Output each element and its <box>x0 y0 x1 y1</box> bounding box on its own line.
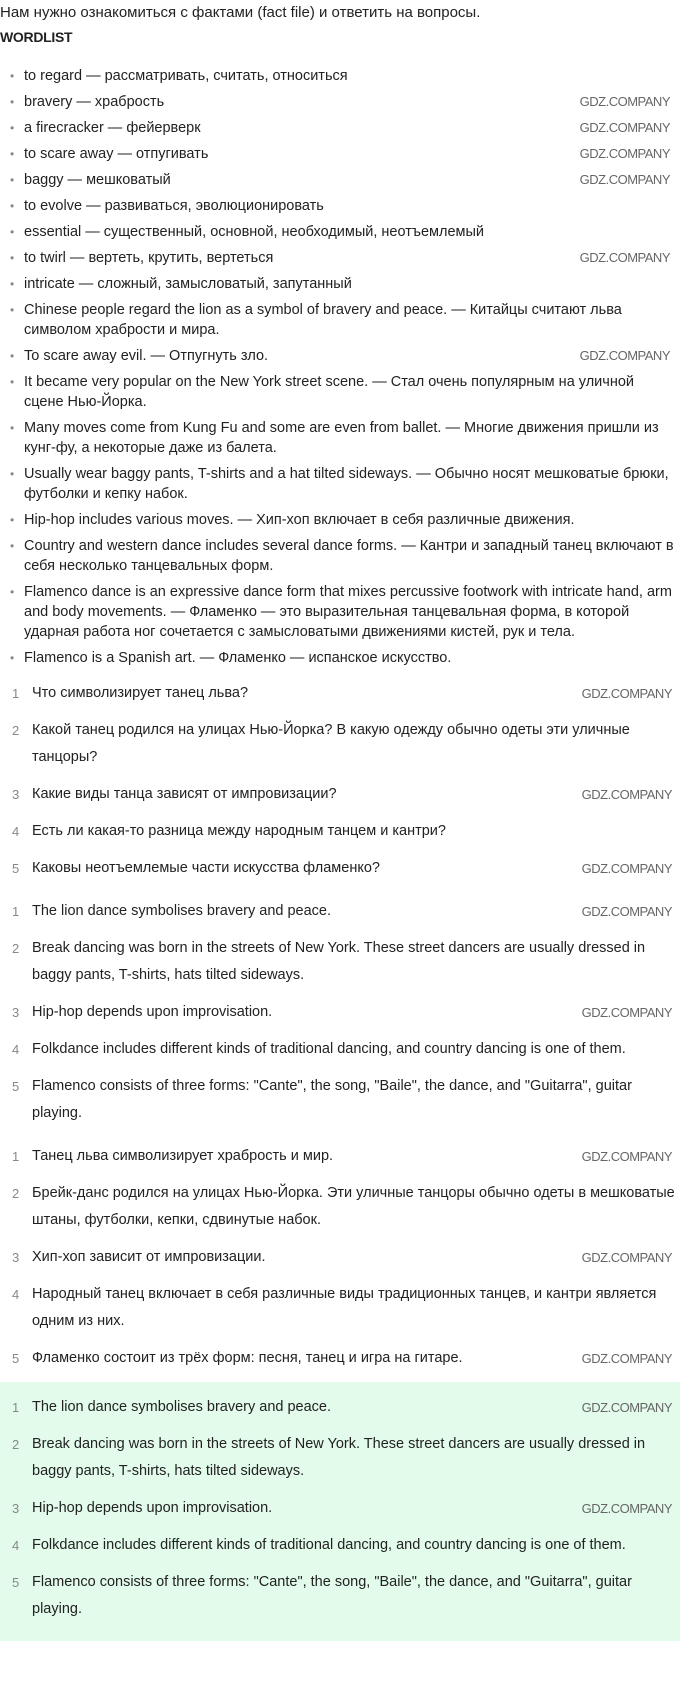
item-number: 5 <box>12 861 20 876</box>
watermark: GDZ.COMPANY <box>581 1250 672 1265</box>
item-number: 1 <box>12 686 20 701</box>
answer-en <box>12 935 676 989</box>
watermark: GDZ.COMPANY <box>581 787 672 802</box>
item-text: Что символизирует танец льва? <box>32 685 249 701</box>
question <box>12 781 676 808</box>
item-number: 4 <box>12 1538 20 1553</box>
intro-text: Нам нужно ознакомиться с фактами (fact file) и ответить на вопросы. <box>0 4 481 21</box>
question <box>12 717 676 771</box>
answer-ru <box>12 1244 676 1271</box>
questions-list <box>0 674 680 882</box>
item-text: Break dancing was born in the streets of New York. These street dancers are usually dressed in baggy pants, T-shirts, hats tilted sideways. <box>32 1436 646 1479</box>
wordlist-item <box>10 464 674 504</box>
bullet-icon: • <box>10 225 15 239</box>
watermark: GDZ.COMPANY <box>579 348 670 363</box>
item-number: 1 <box>12 1149 20 1164</box>
wordlist-text: a firecracker — фейерверк <box>24 120 201 136</box>
wordlist-item <box>10 418 674 458</box>
wordlist-item <box>10 536 674 576</box>
item-number: 5 <box>12 1079 20 1094</box>
item-text: Народный танец включает в себя различные виды традиционных танцев, и кантри является одним из них. <box>32 1286 657 1329</box>
watermark: GDZ.COMPANY <box>581 1351 672 1366</box>
wordlist-item <box>10 66 674 86</box>
watermark: GDZ.COMPANY <box>581 1005 672 1020</box>
wordlist-text: intricate — сложный, замысловатый, запутанный <box>24 276 352 292</box>
watermark: GDZ.COMPANY <box>579 120 670 135</box>
watermark: GDZ.COMPANY <box>581 1149 672 1164</box>
item-number: 2 <box>12 723 20 738</box>
item-number: 5 <box>12 1575 20 1590</box>
item-text: Брейк-данс родился на улицах Нью-Йорка. Эти уличные танцоры обычно одеты в мешковатые штаны, футболки, кепки, сдвинутые набок. <box>32 1185 675 1228</box>
item-text: The lion dance symbolises bravery and peace. <box>32 1399 332 1415</box>
bullet-icon: • <box>10 349 15 363</box>
wordlist-text: Flamenco dance is an expressive dance form that mixes percussive footwork with intricate hand, arm and body movements. — Фламенко — это выразительная танцевальная форма, в которой ударная работа ног сочетается с замысловатыми движениями кистей, рук и тела. <box>24 584 672 640</box>
wordlist-item <box>10 170 674 190</box>
watermark: GDZ.COMPANY <box>581 904 672 919</box>
wordlist-item <box>10 144 674 164</box>
bullet-icon: • <box>10 69 15 83</box>
wordlist-item <box>10 196 674 216</box>
wordlist-item <box>10 582 674 642</box>
bullet-icon: • <box>10 303 15 317</box>
watermark: GDZ.COMPANY <box>579 94 670 109</box>
watermark: GDZ.COMPANY <box>581 1501 672 1516</box>
wordlist-item <box>10 648 674 668</box>
wordlist-item <box>10 346 674 366</box>
item-number: 3 <box>12 787 20 802</box>
wordlist-heading: WORDLIST <box>0 29 73 45</box>
item-number: 3 <box>12 1005 20 1020</box>
item-text: Hip-hop depends upon improvisation. <box>32 1004 273 1020</box>
wordlist-item <box>10 92 674 112</box>
item-number: 4 <box>12 1287 20 1302</box>
watermark: GDZ.COMPANY <box>581 686 672 701</box>
answer-highlighted <box>12 1431 676 1485</box>
watermark: GDZ.COMPANY <box>579 146 670 161</box>
item-text: Есть ли какая-то разница между народным танцем и кантри? <box>32 823 446 839</box>
bullet-icon: • <box>10 251 15 265</box>
bullet-icon: • <box>10 147 15 161</box>
wordlist-text: essential — существенный, основной, необходимый, неотъемлемый <box>24 224 484 240</box>
highlighted-answer-block <box>0 1382 680 1641</box>
item-number: 1 <box>12 904 20 919</box>
wordlist-text: to scare away — отпугивать <box>24 146 209 162</box>
item-text: Какой танец родился на улицах Нью-Йорка? В какую одежду обычно одеты эти уличные танцоры? <box>32 722 630 765</box>
answer-en <box>12 898 676 925</box>
bullet-icon: • <box>10 539 15 553</box>
wordlist-item <box>10 372 674 412</box>
item-text: Break dancing was born in the streets of New York. These street dancers are usually dressed in baggy pants, T-shirts, hats tilted sideways. <box>32 940 646 983</box>
watermark: GDZ.COMPANY <box>581 861 672 876</box>
bullet-icon: • <box>10 467 15 481</box>
wordlist-text: Chinese people regard the lion as a symbol of bravery and peace. — Китайцы считают льва символом храбрости и мира. <box>24 302 622 338</box>
bullet-icon: • <box>10 199 15 213</box>
answer-en <box>12 1073 676 1127</box>
wordlist-item <box>10 248 674 268</box>
item-text: Каковы неотъемлемые части искусства фламенко? <box>32 860 380 876</box>
wordlist-text: Hip-hop includes various moves. — Хип-хоп включает в себя различные движения. <box>24 512 575 528</box>
bullet-icon: • <box>10 277 15 291</box>
wordlist-item <box>10 510 674 530</box>
item-number: 5 <box>12 1351 20 1366</box>
answer-highlighted <box>12 1532 676 1559</box>
item-number: 2 <box>12 1437 20 1452</box>
answers-ru-list <box>0 1137 680 1372</box>
wordlist-item <box>10 300 674 340</box>
wordlist-text: to evolve — развиваться, эволюционировать <box>24 198 324 214</box>
question <box>12 855 676 882</box>
answer-en <box>12 999 676 1026</box>
wordlist-text: baggy — мешковатый <box>24 172 171 188</box>
item-number: 3 <box>12 1250 20 1265</box>
answer-en <box>12 1036 676 1063</box>
wordlist-text: Usually wear baggy pants, T-shirts and a hat tilted sideways. — Обычно носят мешковатые брюки, футболки и кепку набок. <box>24 466 669 502</box>
item-text: Folkdance includes different kinds of traditional dancing, and country dancing is one of them. <box>32 1537 626 1553</box>
item-number: 4 <box>12 824 20 839</box>
item-text: Какие виды танца зависят от импровизации? <box>32 786 337 802</box>
bullet-icon: • <box>10 121 15 135</box>
item-text: Танец льва символизирует храбрость и мир. <box>32 1148 334 1164</box>
answers-en-list <box>0 892 680 1127</box>
item-text: Folkdance includes different kinds of traditional dancing, and country dancing is one of them. <box>32 1041 626 1057</box>
answer-ru <box>12 1143 676 1170</box>
answer-ru <box>12 1281 676 1335</box>
watermark: GDZ.COMPANY <box>579 172 670 187</box>
item-text: Хип-хоп зависит от импровизации. <box>32 1249 266 1265</box>
item-number: 2 <box>12 941 20 956</box>
watermark: GDZ.COMPANY <box>581 1400 672 1415</box>
bullet-icon: • <box>10 173 15 187</box>
wordlist-text: to regard — рассматривать, считать, относиться <box>24 68 348 84</box>
question <box>12 680 676 707</box>
answer-ru <box>12 1180 676 1234</box>
bullet-icon: • <box>10 95 15 109</box>
answer-highlighted <box>12 1569 676 1623</box>
watermark: GDZ.COMPANY <box>579 250 670 265</box>
wordlist <box>0 46 680 668</box>
answer-highlighted <box>12 1495 676 1522</box>
item-text: Flamenco consists of three forms: "Cante", the song, "Baile", the dance, and "Guitarra", guitar playing. <box>32 1078 632 1121</box>
item-text: Hip-hop depends upon improvisation. <box>32 1500 273 1516</box>
wordlist-item <box>10 274 674 294</box>
answer-highlighted <box>12 1394 676 1421</box>
bullet-icon: • <box>10 421 15 435</box>
wordlist-text: to twirl — вертеть, крутить, вертеться <box>24 250 274 266</box>
item-number: 3 <box>12 1501 20 1516</box>
bullet-icon: • <box>10 513 15 527</box>
item-text: Фламенко состоит из трёх форм: песня, танец и игра на гитаре. <box>32 1350 463 1366</box>
item-number: 2 <box>12 1186 20 1201</box>
item-text: The lion dance symbolises bravery and peace. <box>32 903 332 919</box>
item-number: 4 <box>12 1042 20 1057</box>
bullet-icon: • <box>10 651 15 665</box>
bullet-icon: • <box>10 375 15 389</box>
wordlist-text: bravery — храбрость <box>24 94 165 110</box>
wordlist-text: Country and western dance includes several dance forms. — Кантри и западный танец включают в себя несколько танцевальных форм. <box>24 538 674 574</box>
wordlist-text: Flamenco is a Spanish art. — Фламенко — испанское искусство. <box>24 650 452 666</box>
item-number: 1 <box>12 1400 20 1415</box>
wordlist-text: Many moves come from Kung Fu and some are even from ballet. — Многие движения пришли из кунг-фу, а некоторые даже из балета. <box>24 420 659 456</box>
item-text: Flamenco consists of three forms: "Cante", the song, "Baile", the dance, and "Guitarra", guitar playing. <box>32 1574 632 1617</box>
bullet-icon: • <box>10 585 15 599</box>
wordlist-item <box>10 118 674 138</box>
wordlist-text: It became very popular on the New York street scene. — Стал очень популярным на уличной сцене Нью-Йорка. <box>24 374 634 410</box>
answer-ru <box>12 1345 676 1372</box>
wordlist-item <box>10 222 674 242</box>
question <box>12 818 676 845</box>
wordlist-text: To scare away evil. — Отпугнуть зло. <box>24 348 269 364</box>
